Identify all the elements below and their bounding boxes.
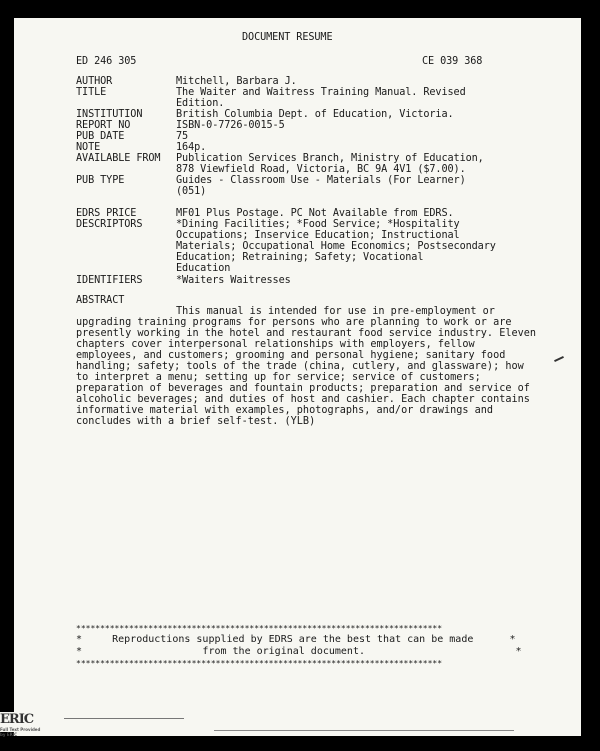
scan-mark [554,356,564,362]
field-value-institution: British Columbia Dept. of Education, Victoria. [176,109,454,120]
field-value-descriptors-line5: Education [176,263,231,274]
field-value-descriptors-line1: *Dining Facilities; *Food Service; *Hospitality [176,219,460,230]
field-label-edrs-price: EDRS PRICE [76,208,137,219]
field-value-pub-date: 75 [176,131,189,142]
field-value-available-from-line2: 878 Viewfield Road, Victoria, BC 9A 4V1 ($7.00). [176,164,466,175]
scan-mark [64,718,184,719]
abstract-text: This manual is intended for use in pre-employment or upgrading training programs for persons who are planning to work or are presently working in the hotel and restaurant food service industry. Eleven chapters cover interpersonal relationships with employers, fellow employees, and customers; grooming and personal hygiene; sanitary food handling; safety; tools of the trade (china, cutlery, and glassware); how to interpret a menu; setting up for service; service of customers; preparation of beverages and fountain products; preparation and service of alcoholic beverages; and duties of host and cashier. Each chapter contains informative material with examples, photographs, and/or drawings and concludes with a brief self-test. (YLB) [76,306,537,427]
eric-logo [0,712,42,737]
field-value-available-from-line1: Publication Services Branch, Ministry of Education, [176,153,484,164]
field-value-title-line1: The Waiter and Waitress Training Manual. Revised [176,87,466,98]
document-page [14,18,581,736]
field-label-pub-date: PUB DATE [76,131,125,142]
field-label-report-no: REPORT NO [76,120,131,131]
field-value-author: Mitchell, Barbara J. [176,76,297,87]
field-value-pub-type-line1: Guides - Classroom Use - Materials (For Learner) [176,175,466,186]
eric-logo-text: ERIC [0,712,34,727]
field-value-descriptors-line3: Materials; Occupational Home Economics; Postsecondary [176,241,496,252]
field-value-edrs-price: MF01 Plus Postage. PC Not Available from EDRS. [176,208,454,219]
field-label-identifiers: IDENTIFIERS [76,275,143,286]
field-value-identifiers: *Waiters Waitresses [176,275,291,286]
field-label-title: TITLE [76,87,107,98]
abstract-body [76,306,536,427]
ed-number: ED 246 305 [76,56,137,67]
footer-original-document-note: * from the original document. * [76,646,522,657]
field-label-available-from: AVAILABLE FROM [76,153,161,164]
document-title: DOCUMENT RESUME [242,32,333,43]
eric-logo-subtext: Full Text Provided by ERIC [0,727,41,737]
ce-number: CE 039 368 [422,56,483,67]
footer-star-border-bottom: **************************************************************************** [76,659,443,668]
field-label-pub-type: PUB TYPE [76,175,125,186]
field-value-title-line2: Edition. [176,98,225,109]
footer-star-border-top: **************************************************************************** [76,624,443,633]
field-value-pub-type-line2: (051) [176,186,207,197]
field-value-descriptors-line2: Occupations; Inservice Education; Instructional [176,230,460,241]
field-label-author: AUTHOR [76,76,113,87]
field-label-descriptors: DESCRIPTORS [76,219,143,230]
footer-reproduction-note: * Reproductions supplied by EDRS are the best that can be made * [76,634,516,645]
scan-mark [214,730,514,731]
field-value-report-no: ISBN-0-7726-0015-5 [176,120,285,131]
field-value-note: 164p. [176,142,207,153]
abstract-heading: ABSTRACT [76,295,125,306]
field-label-note: NOTE [76,142,101,153]
field-label-institution: INSTITUTION [76,109,143,120]
field-value-descriptors-line4: Education; Retraining; Safety; Vocational [176,252,424,263]
